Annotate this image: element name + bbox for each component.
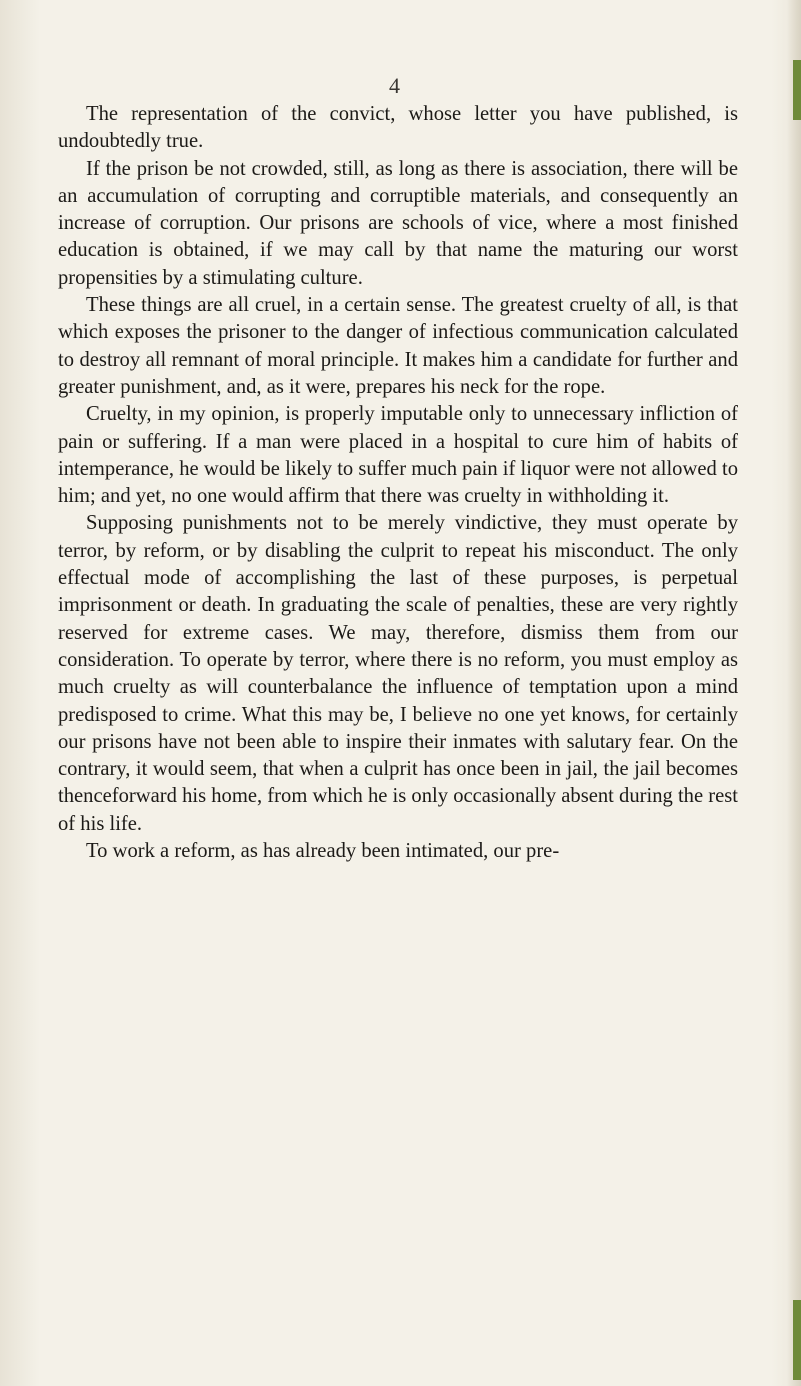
page-number: 4 [389, 73, 400, 98]
paragraph: These things are all cruel, in a certain sense. The greatest cruelty of all, is that which exposes the prisoner to the danger of infectious communication calculated to destroy all remnant of moral principle. It makes him a candidate for further and greater punishment, and, as it were, prepares his neck for the rope. [58, 294, 738, 398]
body-text [58, 101, 738, 865]
paragraph: The representation of the convict, whose letter you have published, is undoubtedly true. [58, 103, 738, 153]
paragraph: To work a reform, as has already been intimated, our pre- [86, 840, 560, 863]
page-edge [787, 0, 801, 1386]
edge-tab-marker [793, 60, 801, 120]
paragraph: Cruelty, in my opinion, is properly imputable only to unnecessary infliction of pain or suffering. If a man were placed in a hospital to cure him of habits of intemperance, he would be likely to suffer much pain if liquor were not allowed to him; and yet, no one would affirm that there was cruelty in withholding it. [58, 403, 738, 508]
paragraph: Supposing punishments not to be merely vindictive, they must operate by terror, by reform, or by disabling the culprit to repeat his misconduct. The only effectual mode of accomplishing the last of these purposes, is perpetual imprisonment or death. In graduating the scale of penalties, these are very rightly reserved for extreme cases. We may, therefore, dismiss them from our consideration. To operate by terror, where there is no reform, you must employ as much cruelty as will counterbalance the influence of temptation upon a mind predisposed to crime. What this may be, I believe no one yet knows, for certainly our prisons have not been able to inspire their inmates with salutary fear. On the contrary, it would seem, that when a culprit has once been in jail, the jail becomes thenceforward his home, from which he is only occasionally absent during the rest of his life. [58, 512, 738, 835]
edge-tab-marker [793, 1300, 801, 1380]
paragraph: If the prison be not crowded, still, as long as there is association, there will be an accumulation of corrupting and corruptible materials, and consequently an increase of corruption. Our prisons are schools of vice, where a most finished education is obtained, if we may call by that name the maturing our worst propensities by a stimulating culture. [58, 157, 738, 289]
